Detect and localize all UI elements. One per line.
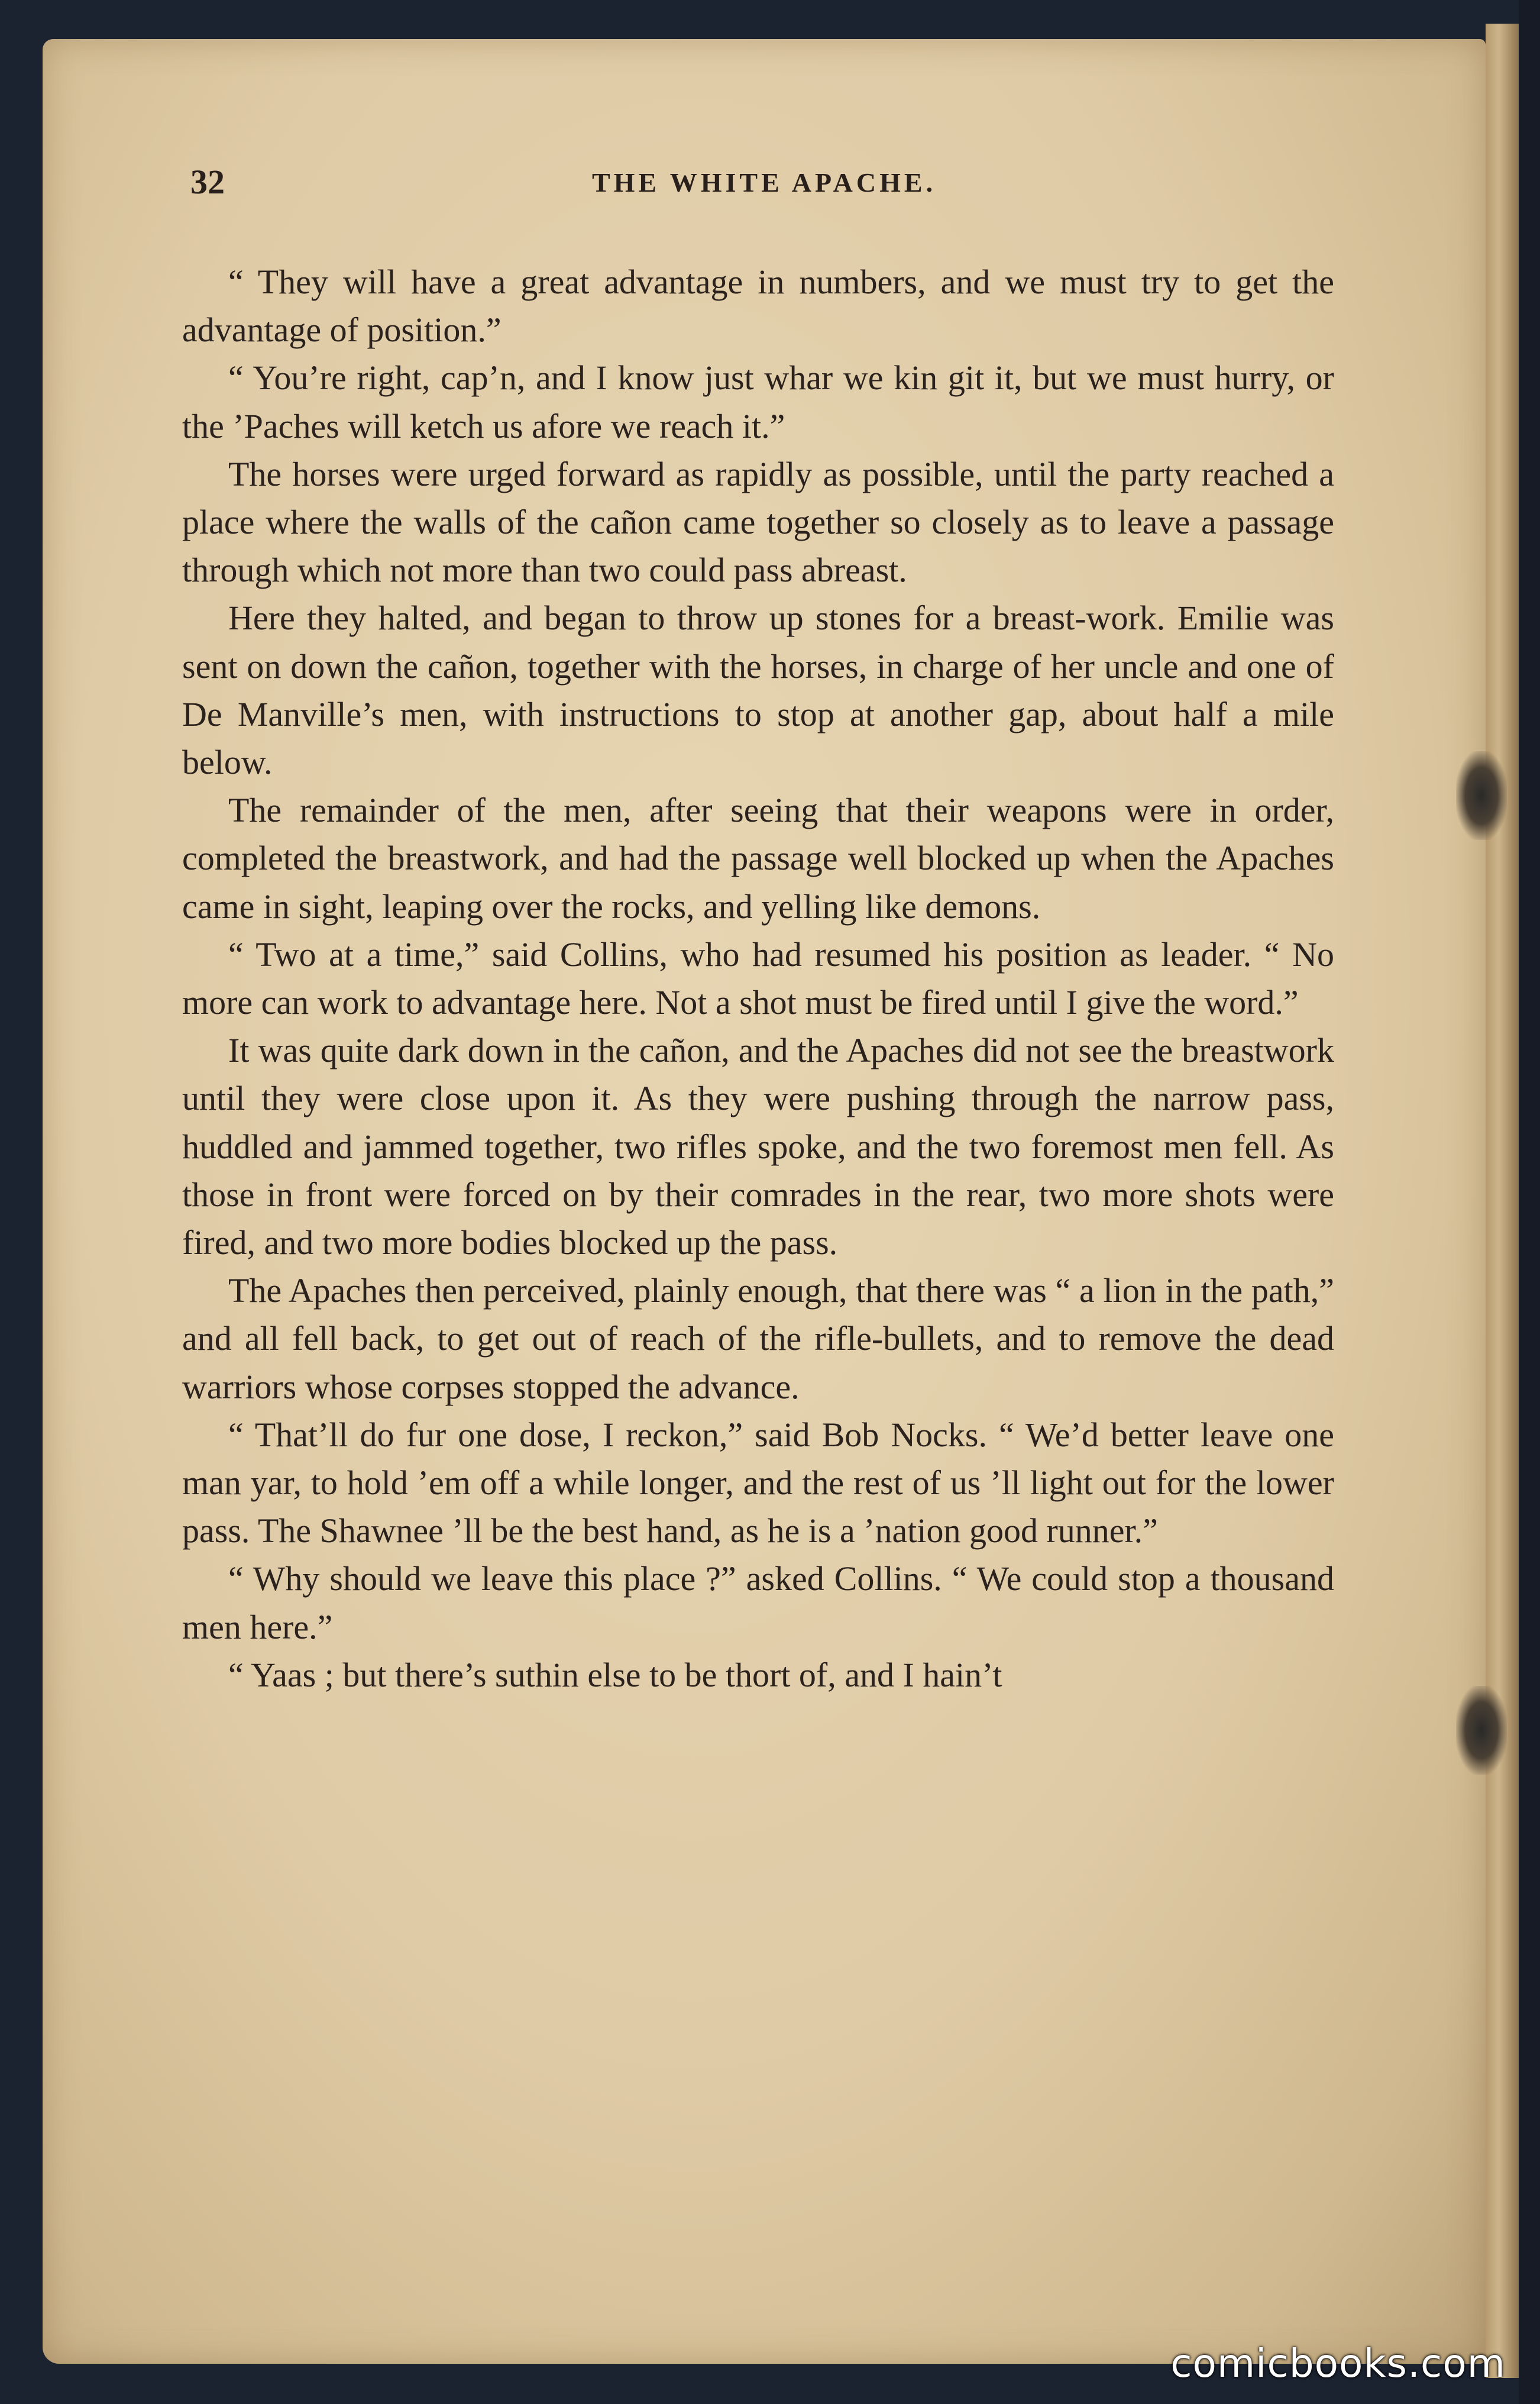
scan-edge xyxy=(1519,0,1540,2404)
paragraph: Here they halted, and began to throw up stones for a breast-work. Emilie was sent on down the cañon, together with the horses, in charge of her uncle and one of De Manville’s men, with instructions to stop at another gap, about half a mile below. xyxy=(182,599,1334,782)
paragraph: “ That’ll do fur one dose, I reckon,” said Bob Nocks. “ We’d better leave one man yar, to hold ’em off a while longer, and the rest of us ’ll light out for the lower pass. The Shawnee ’ll be the best hand, as he is a ’nation good runner.” xyxy=(182,1415,1334,1550)
paragraph: The Apaches then perceived, plainly enough, that there was “ a lion in the path,” and all fell back, to get out of reach of the rifle-bullets, and to remove the dead warriors whose corpses stopped the advance. xyxy=(182,1271,1334,1406)
paragraph: It was quite dark down in the cañon, and the Apaches did not see the breastwork until they were close upon it. As they were pushing through the narrow pass, huddled and jammed together, two rifles spoke, and the two foremost men fell. As those in front were forced on by their comrades in the rear, two more shots were fired, and two more bodies blocked up the pass. xyxy=(182,1031,1334,1262)
watermark: comicbooks.com xyxy=(1170,2341,1506,2386)
paragraph: The remainder of the men, after seeing that their weapons were in order, completed the breastwork, and had the passage well blocked up when the Apaches came in sight, leaping over the rocks, and yelling like demons. xyxy=(182,791,1334,926)
paragraph: “ Yaas ; but there’s suthin else to be thort of, and I hain’t xyxy=(228,1655,1002,1694)
binding-hole xyxy=(1456,751,1507,840)
page-header xyxy=(43,162,1486,209)
body-text xyxy=(182,258,1334,1699)
paragraph: “ Two at a time,” said Collins, who had resumed his position as leader. “ No more can work to advantage here. Not a shot must be fired until I give the word.” xyxy=(182,935,1334,1022)
paragraph: “ You’re right, cap’n, and I know just whar we kin git it, but we must hurry, or the ’Paches will ketch us afore we reach it.” xyxy=(182,358,1334,445)
paragraph: The horses were urged forward as rapidly as possible, until the party reached a place where the walls of the cañon came together so closely as to leave a passage through which not more than two could pass abreast. xyxy=(182,454,1334,590)
running-head: THE WHITE APACHE. xyxy=(591,167,937,198)
book-spine xyxy=(1486,24,1519,2378)
binding-hole xyxy=(1456,1686,1507,1775)
book-page xyxy=(43,39,1486,2364)
paragraph: “ Why should we leave this place ?” asked Collins. “ We could stop a thousand men here.” xyxy=(182,1559,1334,1646)
paragraph: “ They will have a great advantage in numbers, and we must try to get the advantage of position.” xyxy=(182,263,1334,350)
page-number: 32 xyxy=(190,163,225,201)
